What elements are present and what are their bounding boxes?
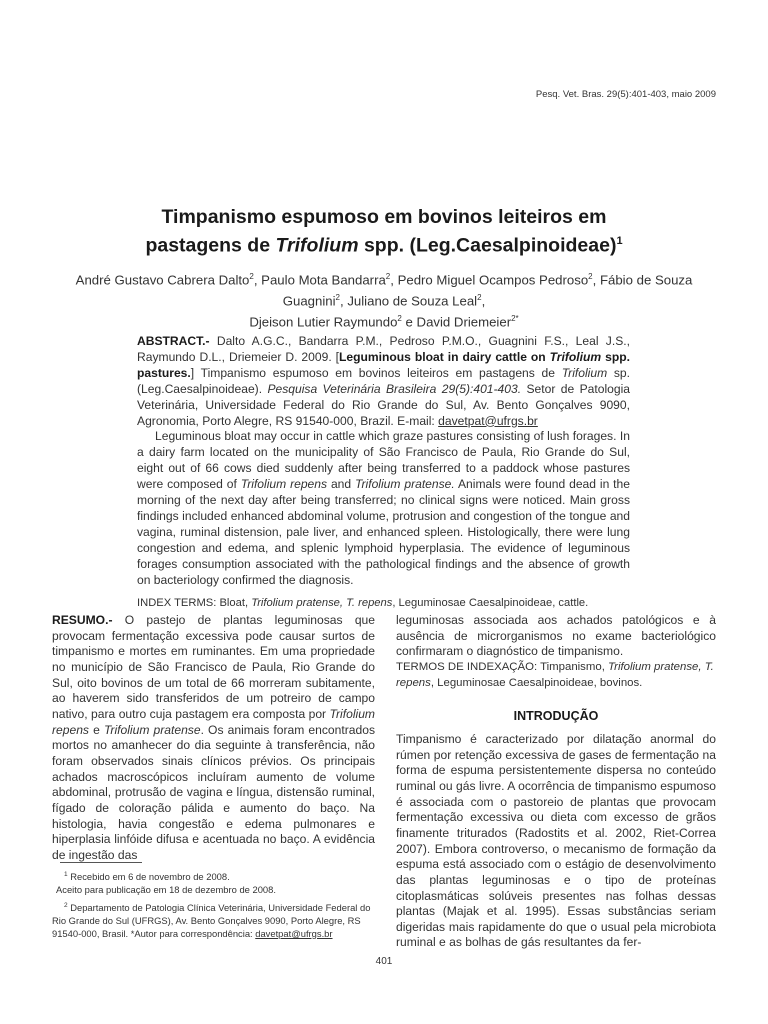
title-genus: Trifolium <box>275 234 359 257</box>
title-footnote-mark: 1 <box>616 235 623 247</box>
abstract-journal: Pesquisa Veterinária Brasileira 29(5):401-403. <box>267 381 522 396</box>
abstract-body: Leguminous bloat may occur in cattle which graze pastures consisting of lush forages. In a dairy farm located on the municipality of São Francisco de Paula, Rio Grande do Sul, eight out of 66 cows died suddenly after being transferred to a paddock whose pastures were composed of Trifolium repens and Trifolium pratense. Animals were found dead in the morning of the next day after being transferred; no clinical signs were noticed. Main gross findings included enhanced abdominal volume, protrusion and congestion of the tongue and vagina, ruminal distension, pale liver, and enhanced spleen. Histologically, there were lung congestion and edema, and splenic lymphoid hyperplasia. The evidence of leguminous forages consumption associated with the pathological findings and the absence of growth on bacteriology confirmed the diagnosis. <box>137 429 630 587</box>
index-terms: INDEX TERMS: Bloat, Trifolium pratense, T. repens, Leguminosae Caesalpinoideae, cattle. <box>137 596 589 609</box>
page-number: 401 <box>375 956 393 967</box>
author-name: Fábio de Souza Guagnini <box>282 272 693 309</box>
abstract-citation: ABSTRACT.- Dalto A.G.C., Bandarra P.M., Pedroso P.M.O., Guagnini F.S., Leal J.S., Raymundo D.L., Driemeier D. 2009. [Leguminous bloat in dairy cattle on Trifolium spp. pastures.] Timpanismo espumoso em bovinos leiteiros em pastagens de Trifolium sp. (Leg.Caesalpinoideae). Pesquisa Veterinária Brasileira 29(5):401-403. Setor de Patologia Veterinária, Universidade Federal do Rio Grande do Sul, Av. Bento Gonçalves 9090, Agronomia, Porto Alegre, RS 91540-000, Brazil. E-mail: davetpat@ufrgs.br <box>137 334 631 428</box>
article-title <box>60 205 708 258</box>
author-separator: , <box>253 272 262 288</box>
author-affiliation: 2 <box>397 313 402 323</box>
resumo-paragraph: RESUMO.- O pastejo de plantas leguminosas que provocam fermentação excessiva pode causar surtos de timpanismo e mortes em ruminantes. Em uma propriedade no município de São Francisco de Paula, Rio Grande do Sul, oito bovinos de um total de 66 morreram subitamente, ao haverem sido transferidos de um potreiro de campo nativo, para outro cuja pastagem era composta por Trifolium repens e Trifolium pratense. Os animais foram encontrados mortos no amanhecer do dia seguinte à transferência, não foram observados sinais clínicos prévios. Os principais achados macroscópicos incluíram aumento de volume abdominal, protrusão de vagina e língua, distensão ruminal, fígado de coloração pálida e aumento do baço. Na histologia, havia congestão e edema pulmonares e hiperplasia linfóide difusa e acentuada no baço. A evidência de ingestão das <box>52 613 375 862</box>
author-separator: , <box>340 293 348 309</box>
left-column <box>52 613 375 864</box>
author-separator: , <box>592 272 600 288</box>
footnote-2: $^2$ Departamento de Patologia Clínica Veterinária, Universidade Federal do Rio Grande do Sul (UFRGS), Av. Bento Gonçalves 9090, Porto Alegre, RS 91540-000, Brasil. *Autor para correspondência: davetpat@ufrgs.br <box>52 901 371 939</box>
termos-indexacao: TERMOS DE INDEXAÇÃO: Timpanismo, Trifolium pratense, T. repens, Leguminosae Caesalpinoideae, bovinos. <box>396 660 714 689</box>
footnote-divider <box>60 862 142 863</box>
resumo-continued: leguminosas associada aos achados patológicos e à ausência de microrganismos no exame bacteriológico confirmaram o diagnóstico de timpanismo. <box>396 613 716 659</box>
author-name: Juliano de Souza Leal <box>347 293 478 309</box>
author-affiliation: 2* <box>511 313 519 323</box>
author-separator: e <box>401 314 417 330</box>
author-name: David Driemeier <box>416 314 512 330</box>
abstract-english-title: Leguminous bloat in dairy cattle on Trifolium spp. pastures. <box>137 349 630 380</box>
footnote-1: $^1$ Recebido em 6 de novembro de 2008. Aceito para publicação em 18 de dezembro de 2008. <box>56 871 276 896</box>
abstract-block <box>137 334 630 611</box>
author-name: Pedro Miguel Ocampos Pedroso <box>397 272 589 288</box>
journal-reference: Pesq. Vet. Bras. 29(5):401-403, maio 2009 <box>535 89 716 100</box>
abstract-email-link[interactable]: davetpat@ufrgs.br <box>438 413 538 428</box>
title-line-2-prefix: pastagens de <box>145 234 276 257</box>
author-affiliation: 2 <box>588 272 593 281</box>
abstract-label: ABSTRACT.- <box>137 334 210 348</box>
author-separator: , <box>390 272 398 288</box>
footnotes <box>52 869 375 944</box>
title-line-2-suffix: spp. (Leg.Caesalpinoideae) <box>358 234 617 257</box>
intro-paragraph: Timpanismo é caracterizado por dilatação anormal do rúmen por retenção excessiva de gases de fermentação na forma de espuma persistentemente dispersa no conteúdo ruminal ou gás livre. A ocorrência de timpanismo espumoso é associada com o pastoreio de plantas que provocam fermentação excessiva ou dieta com excesso de grãos finamente triturados (Radostits et al. 2002, Riet-Correa 2007). Embora controverso, o mecanismo de formação da espuma está associado com o estágio de desenvolvimento das plantas leguminosas e o tipo de proteínas citoplasmáticas solúveis presentes nas folhas dessas plantas (Majak et al. 1995). Essas substâncias seriam digeridas mais rapidamente do que o usual pela microbiota ruminal e as bolhas de gás resultantes da fer- <box>396 731 716 950</box>
right-column <box>396 613 716 951</box>
footnote-email-link[interactable]: davetpat@ufrgs.br <box>255 927 333 939</box>
author-name: Paulo Mota Bandarra <box>261 272 386 288</box>
title-line-1: Timpanismo espumoso em bovinos leiteiros em <box>161 206 607 228</box>
author-separator: , <box>481 293 486 309</box>
author-name: André Gustavo Cabrera Dalto <box>75 272 250 288</box>
author-affiliation: 2 <box>477 292 482 302</box>
author-affiliation: 2 <box>385 272 391 281</box>
section-heading-introducao: INTRODUÇÃO <box>513 709 599 724</box>
author-affiliation: 2 <box>335 292 340 302</box>
author-name: Djeison Lutier Raymundo <box>249 314 398 330</box>
author-affiliation: 2 <box>249 272 254 281</box>
resumo-label: RESUMO.- <box>52 613 113 627</box>
author-list <box>60 268 708 331</box>
